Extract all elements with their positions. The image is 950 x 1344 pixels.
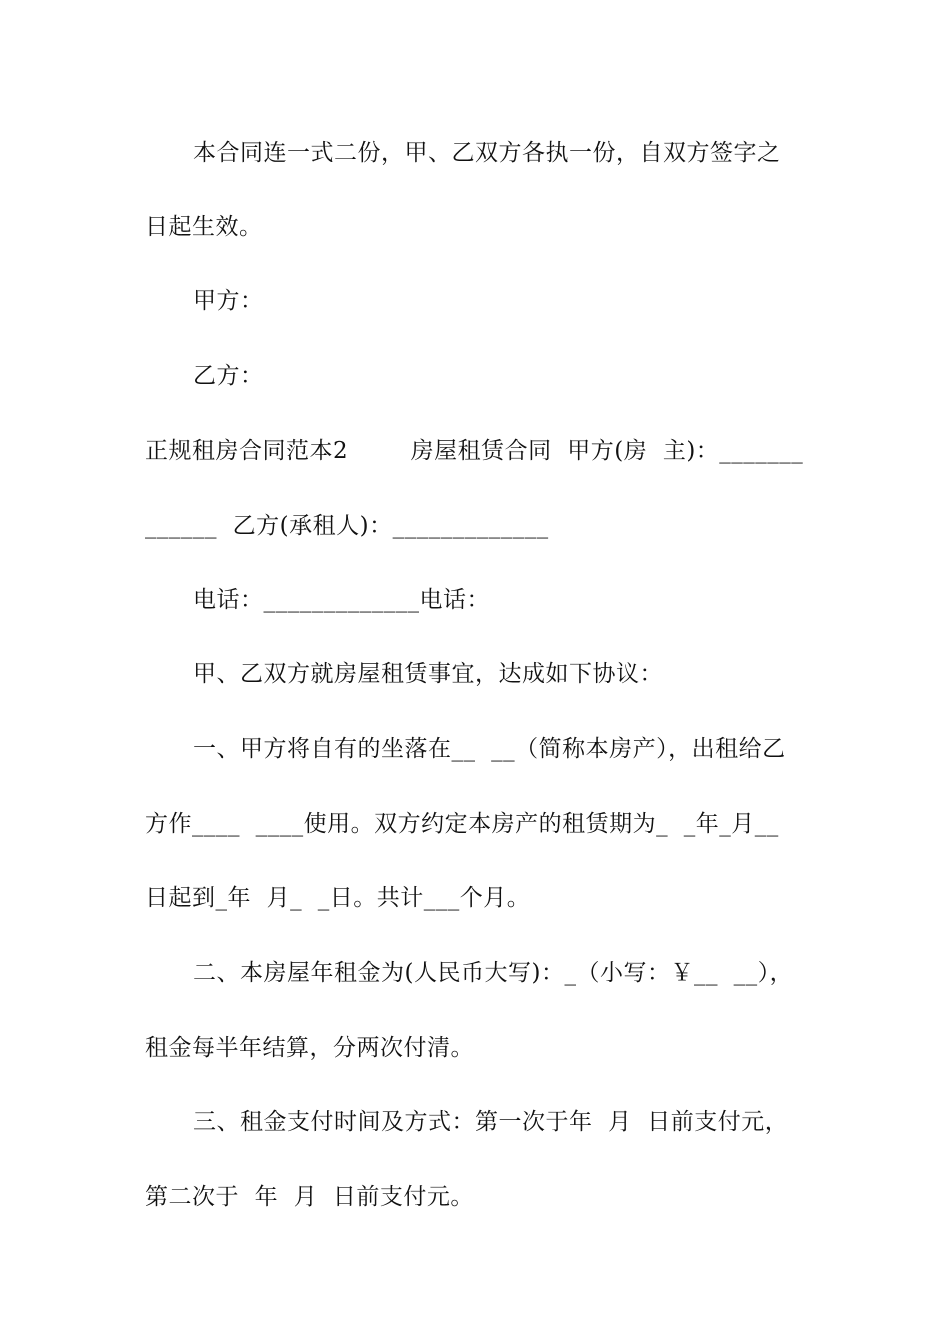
clause-2-line: 租金每半年结算，分两次付清。 <box>145 1035 474 1061</box>
party-a-label: 甲方： <box>193 288 264 314</box>
phone-line: 电话：_____________电话： <box>193 587 490 613</box>
clause-1-line: 方作____ ____使用。双方约定本房产的租赁期为_ _年_月__ <box>145 811 779 837</box>
clause-2-line: 二、本房屋年租金为(人民币大写)：_（小写：￥__ __）， <box>193 960 794 986</box>
clause-1-line: 日起到_年 月_ _日。共计___个月。 <box>145 885 531 911</box>
paragraph-line: ______ 乙方(承租人)：_____________ <box>145 513 549 539</box>
paragraph-line: 本合同连一式二份，甲、乙双方各执一份，自双方签字之 <box>193 140 781 166</box>
paragraph-line: 甲、乙双方就房屋租赁事宜，达成如下协议： <box>193 661 663 687</box>
clause-3-line: 三、租金支付时间及方式：第一次于年 月 日前支付元， <box>193 1109 789 1135</box>
party-b-label: 乙方： <box>193 363 264 389</box>
paragraph-line: 日起生效。 <box>145 214 263 240</box>
clause-1-line: 一、甲方将自有的坐落在__ __（简称本房产），出租给乙 <box>193 736 786 762</box>
clause-3-line: 第二次于 年 月 日前支付元。 <box>145 1184 474 1210</box>
contract-title-line: 正规租房合同范本2 房屋租赁合同 甲方(房 主)：_______ <box>145 438 804 464</box>
